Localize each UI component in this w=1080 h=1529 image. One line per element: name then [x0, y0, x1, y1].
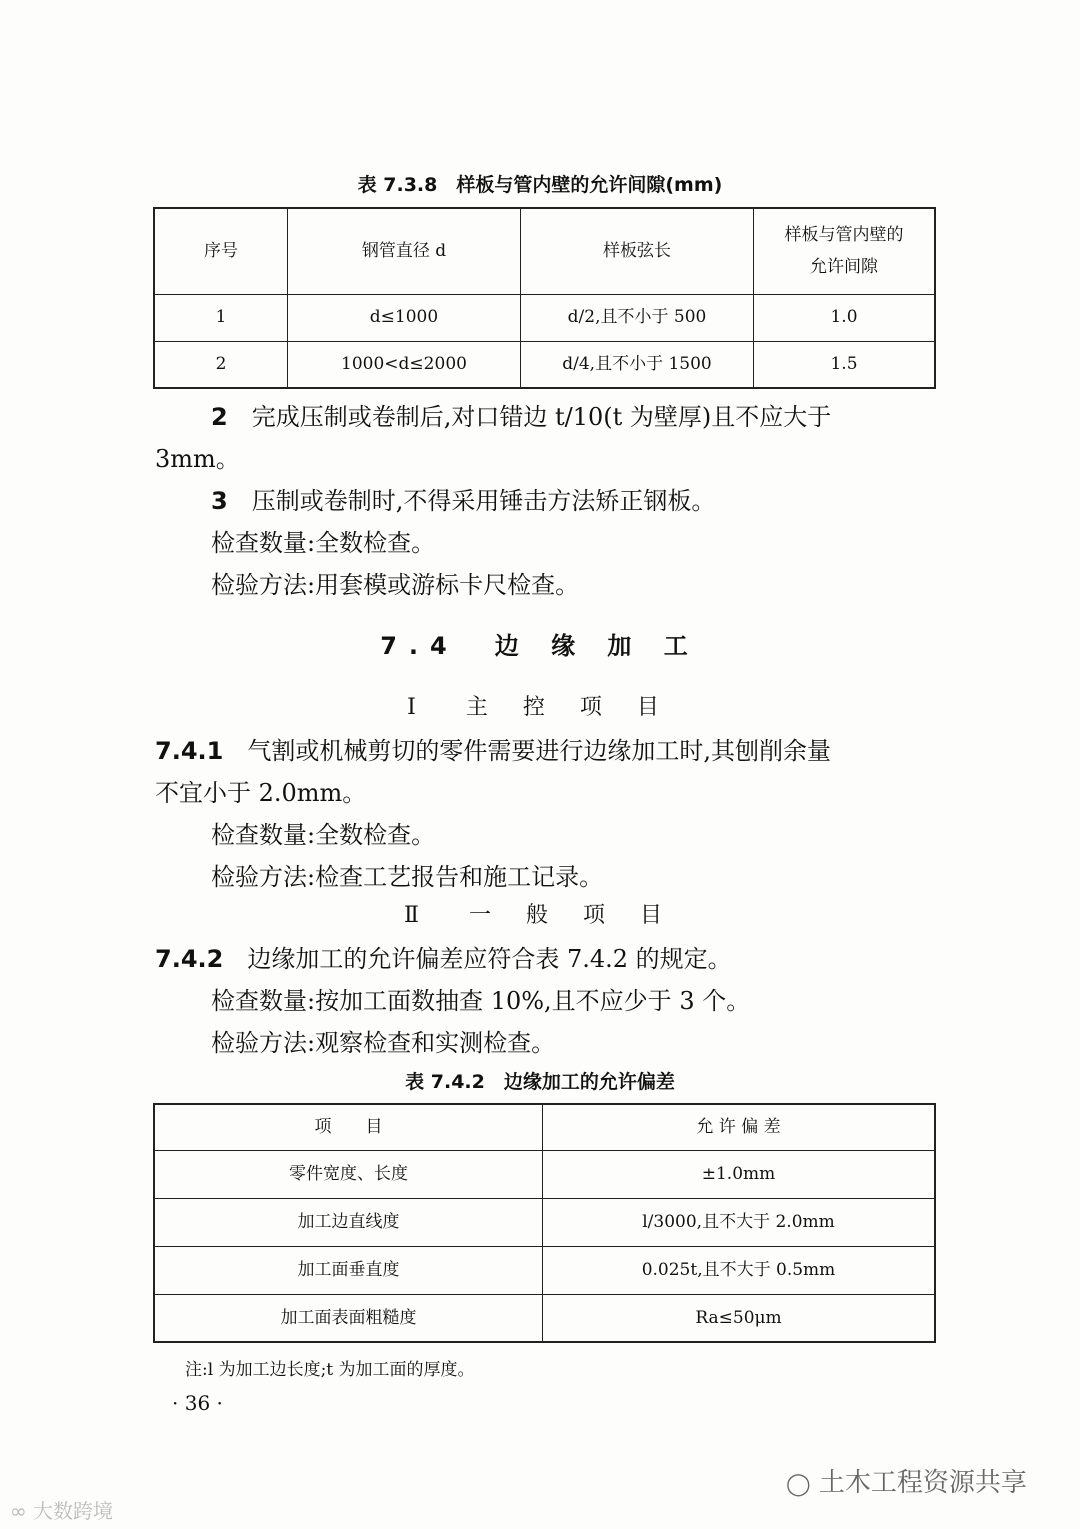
table-row	[154, 341, 935, 388]
clause-text-continued: 不宜小于 2.0mm。	[155, 779, 367, 807]
header-line: 样板与管内壁的	[784, 224, 904, 245]
wechat-icon: ◯	[786, 1472, 811, 1497]
table-row	[154, 1198, 935, 1246]
page-number: · 36 ·	[172, 1391, 223, 1415]
table-cell: 加工面垂直度	[154, 1246, 543, 1294]
header-cell: 允 许 偏 差	[543, 1104, 936, 1150]
check-method: 检验方法:用套模或游标卡尺检查。	[211, 571, 580, 599]
table-cell: 0.025t,且不大于 0.5mm	[543, 1246, 936, 1294]
table-cell: 2	[154, 341, 288, 388]
table2-caption: 表 7.4.2 边缘加工的允许偏差	[405, 1071, 675, 1093]
check-method: 检验方法:观察检查和实测检查。	[211, 1029, 556, 1057]
table1-caption: 表 7.3.8 样板与管内壁的允许间隙(mm)	[357, 174, 723, 196]
section-title: 7.4 边 缘 加 工	[380, 632, 700, 660]
check-quantity: 检查数量:全数检查。	[211, 821, 436, 849]
watermark-left	[10, 1495, 113, 1524]
header-cell: 钢管直径 d	[288, 208, 521, 294]
header-cell	[754, 208, 936, 294]
table-7-3-8	[153, 207, 936, 389]
table-row	[154, 1150, 935, 1198]
item-number: 3	[211, 487, 228, 515]
item-text-continued: 3mm。	[155, 445, 240, 473]
header-cell: 样板弦长	[521, 208, 754, 294]
clause-7-4-2	[155, 938, 945, 980]
header-cell: 序号	[154, 208, 288, 294]
item-3	[211, 480, 715, 522]
header-cell: 项 目	[154, 1104, 543, 1150]
table-cell: 1.0	[754, 294, 936, 341]
watermark-right	[786, 1462, 1027, 1499]
table-7-4-2	[153, 1103, 936, 1343]
subsection-title: Ⅰ 主 控 项 目	[407, 695, 673, 720]
table-row	[154, 294, 935, 341]
clause-number: 7.4.1	[155, 737, 224, 765]
check-method: 检验方法:检查工艺报告和施工记录。	[211, 863, 604, 891]
item-text: 完成压制或卷制后,对口错边 t/10(t 为壁厚)且不应大于	[251, 403, 832, 431]
clause-7-4-1	[155, 730, 945, 814]
table-cell: 加工边直线度	[154, 1198, 543, 1246]
table-cell: d/4,且不小于 1500	[521, 341, 754, 388]
table-cell: ±1.0mm	[543, 1150, 936, 1198]
subsection-title: Ⅱ 一 般 项 目	[404, 903, 676, 928]
table-cell: l/3000,且不大于 2.0mm	[543, 1198, 936, 1246]
check-quantity: 检查数量:按加工面数抽查 10%,且不应少于 3 个。	[211, 987, 751, 1015]
table-cell: 1	[154, 294, 288, 341]
watermark-text: 土木工程资源共享	[818, 1468, 1027, 1498]
header-line: 允许间隙	[810, 257, 878, 278]
table-cell: d/2,且不小于 500	[521, 294, 754, 341]
item-2	[155, 396, 945, 480]
logo-icon: ∞	[10, 1499, 27, 1523]
table-cell: Ra≤50μm	[543, 1294, 936, 1342]
check-quantity: 检查数量:全数检查。	[211, 529, 436, 557]
table-cell: 1000<d≤2000	[288, 341, 521, 388]
item-number: 2	[211, 403, 228, 431]
watermark-text: 大数跨境	[33, 1499, 114, 1523]
table-cell: 1.5	[754, 341, 936, 388]
clause-text: 边缘加工的允许偏差应符合表 7.4.2 的规定。	[247, 945, 732, 973]
table-cell: 加工面表面粗糙度	[154, 1294, 543, 1342]
table-row	[154, 1294, 935, 1342]
clause-text: 气割或机械剪切的零件需要进行边缘加工时,其刨削余量	[247, 737, 831, 765]
table-cell: 零件宽度、长度	[154, 1150, 543, 1198]
item-text: 压制或卷制时,不得采用锤击方法矫正钢板。	[251, 487, 716, 515]
table-row	[154, 1246, 935, 1294]
table-cell: d≤1000	[288, 294, 521, 341]
clause-number: 7.4.2	[155, 945, 224, 973]
table-note: 注:l 为加工边长度;t 为加工面的厚度。	[185, 1360, 475, 1380]
